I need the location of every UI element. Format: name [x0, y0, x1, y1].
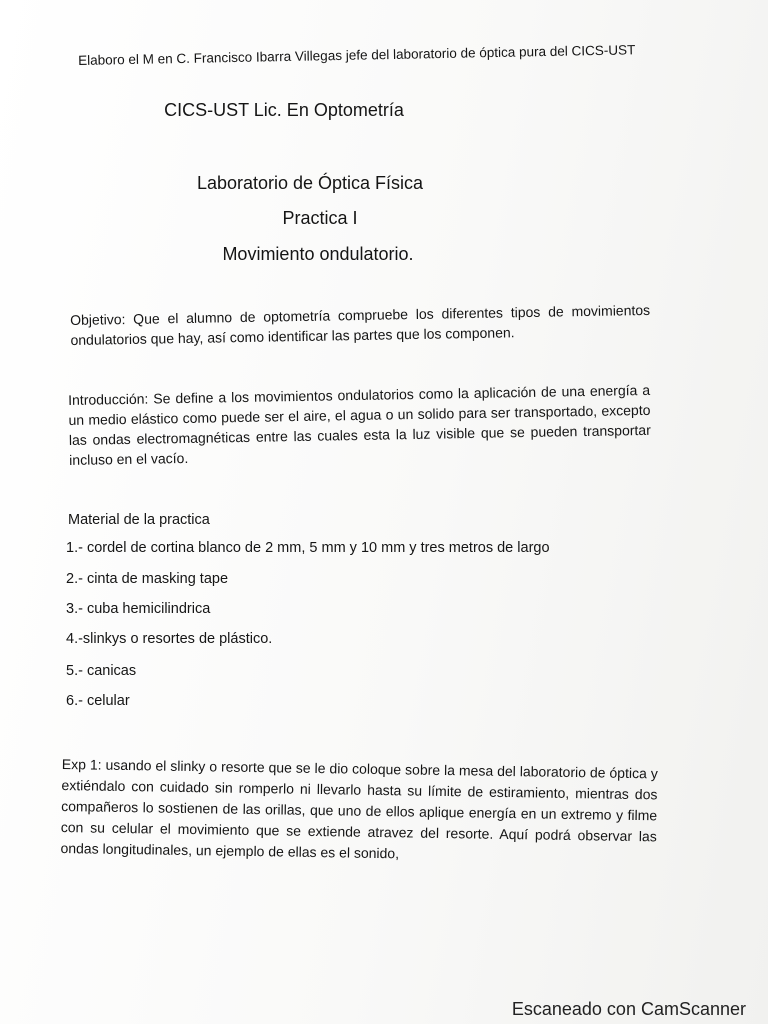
material-item: 1.- cordel de cortina blanco de 2 mm, 5 mm y 10 mm y tres metros de largo [66, 540, 550, 556]
materials-heading: Material de la practica [68, 512, 210, 528]
material-item: 6.- celular [66, 693, 130, 709]
practice-title: Practica I [282, 208, 358, 228]
material-item: 2.- cinta de masking tape [66, 571, 229, 587]
institution-title: CICS-UST Lic. En Optometría [164, 100, 404, 120]
author-note: Elaboro el M en C. Francisco Ibarra Villegas jefe del laboratorio de óptica pura del CICS-UST [78, 42, 636, 68]
camscanner-watermark: Escaneado con CamScanner [511, 999, 746, 1019]
topic-title: Movimiento ondulatorio. [222, 244, 414, 264]
material-item: 3.- cuba hemicilindrica [66, 601, 211, 617]
material-item: 4.-slinkys o resortes de plástico. [66, 631, 273, 647]
lab-title: Laboratorio de Óptica Física [196, 173, 424, 193]
experiment-1-paragraph: Exp 1: usando el slinky o resorte que se le dio coloque sobre la mesa del laboratorio de óptica y extiéndalo con cuidado sin romperlo ni llevarlo hasta su límite de estiramiento, mientras dos compañeros lo sostienen de las orillas, que uno de ellos aplique energía en un extremo y filme con su celular el movimiento que se extiende atravez del resorte. Aquí podrá observar las ondas longitudinales, un ejemplo de ellas es el sonido, [60, 755, 658, 862]
introduction-paragraph: Introducción: Se define a los movimientos ondulatorios como la aplicación de una energía a un medio elástico como puede ser el aire, el agua o un solido para ser transportado, excepto las ondas electromagnéticas entre las cuales esta la luz visible que se pueden transportar incluso en el vacío. [68, 381, 651, 468]
objective-paragraph: Objetivo: Que el alumno de optometría compruebe los diferentes tipos de movimientos ondulatorios que hay, así como identificar las partes que los componen. [70, 301, 651, 348]
material-item: 5.- canicas [66, 663, 137, 679]
